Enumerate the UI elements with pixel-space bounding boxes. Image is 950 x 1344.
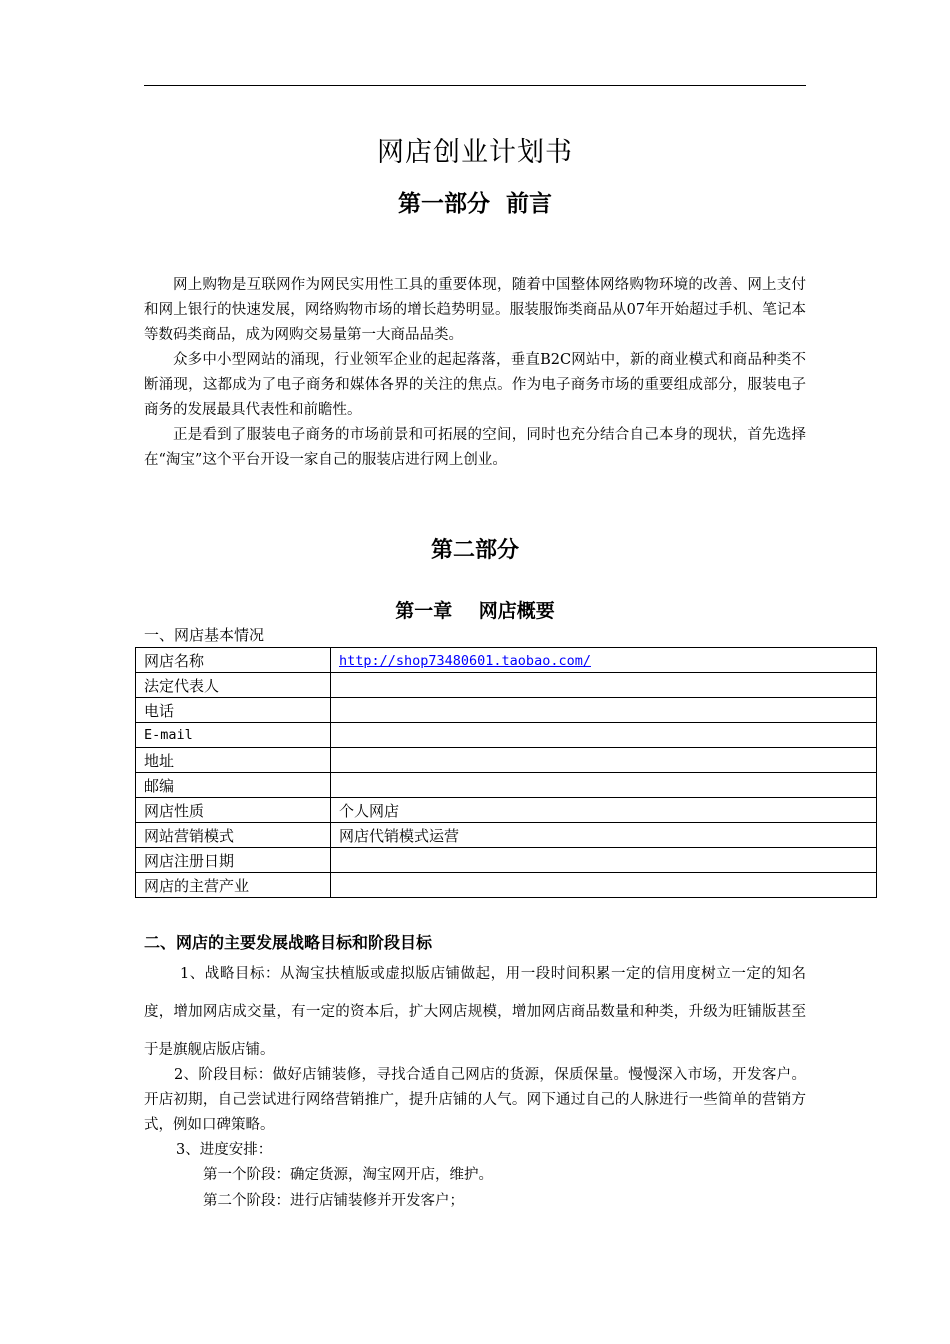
table-row — [136, 823, 877, 848]
chapter1-heading: 第一章 网店概要 — [395, 600, 555, 622]
table-row — [136, 723, 877, 748]
row-key: 电话 — [136, 698, 331, 723]
preface-paragraph-2: 众多中小型网站的涌现，行业领军企业的起起落落，垂直B2C网站中，新的商业模式和商品种类不断涌现，这都成为了电子商务和媒体各界的关注的焦点。作为电子商务市场的重要组成部分，服装电子商务的发展最具代表性和前瞻性。 — [144, 352, 806, 418]
row-key: 网店性质 — [136, 798, 331, 823]
row-value — [331, 648, 877, 673]
shop-url-link[interactable]: http://shop73480601.taobao.com/ — [339, 653, 591, 669]
row-value — [331, 723, 877, 748]
preface-paragraph-3: 正是看到了服装电子商务的市场前景和可拓展的空间，同时也充分结合自己本身的现状，首先选择在“淘宝”这个平台开设一家自己的服装店进行网上创业。 — [144, 427, 806, 468]
row-key: 邮编 — [136, 773, 331, 798]
row-value: 个人网店 — [331, 798, 877, 823]
section1-heading: 一、网店基本情况 — [144, 626, 265, 644]
stage-2-item: 第二个阶段：进行店铺装修并开发客户； — [203, 1193, 464, 1209]
header-rule — [144, 85, 806, 86]
part2-heading: 第二部分 — [430, 537, 519, 563]
stage-1-item: 第一个阶段：确定货源，淘宝网开店，维护。 — [203, 1167, 493, 1183]
row-key: E-mail — [136, 723, 331, 748]
table-row — [136, 673, 877, 698]
table-row — [136, 873, 877, 898]
part1-heading: 第一部分 前言 — [397, 190, 552, 217]
document-title: 网店创业计划书 — [377, 137, 573, 168]
row-key: 网站营销模式 — [136, 823, 331, 848]
row-value: 网店代销模式运营 — [331, 823, 877, 848]
row-key: 地址 — [136, 748, 331, 773]
table-row — [136, 773, 877, 798]
row-value — [331, 698, 877, 723]
row-key: 网店的主营产业 — [136, 873, 331, 898]
row-key: 法定代表人 — [136, 673, 331, 698]
row-key: 网店注册日期 — [136, 848, 331, 873]
table-row — [136, 698, 877, 723]
stage-goal-paragraph: 2、阶段目标：做好店铺装修，寻找合适自己网店的货源，保质保量。慢慢深入市场，开发客户。开店初期，自己尝试进行网络营销推广，提升店铺的人气。网下通过自己的人脉进行一些简单的营销方式，例如口碑策略。 — [144, 1067, 806, 1133]
table-row — [136, 648, 877, 673]
table-row — [136, 848, 877, 873]
strategic-goal-paragraph: 1、战略目标：从淘宝扶植版或虚拟版店铺做起，用一段时间积累一定的信用度树立一定的知名度，增加网店成交量，有一定的资本后，扩大网店规模，增加网店商品数量和种类，升级为旺铺版甚至于是旗舰店版店铺。 — [144, 966, 806, 1058]
row-value — [331, 848, 877, 873]
schedule-heading: 3、进度安排： — [176, 1142, 273, 1158]
section2-heading: 二、网店的主要发展战略目标和阶段目标 — [144, 933, 433, 952]
shop-info-table — [135, 647, 877, 898]
row-value — [331, 748, 877, 773]
row-key: 网店名称 — [136, 648, 331, 673]
row-value — [331, 873, 877, 898]
preface-paragraph-1: 网上购物是互联网作为网民实用性工具的重要体现，随着中国整体网络购物环境的改善、网上支付和网上银行的快速发展，网络购物市场的增长趋势明显。服装服饰类商品从07年开始超过手机、笔记本等数码类商品，成为网购交易量第一大商品品类。 — [144, 277, 806, 343]
row-value — [331, 673, 877, 698]
row-value — [331, 773, 877, 798]
table-row — [136, 798, 877, 823]
table-row — [136, 748, 877, 773]
